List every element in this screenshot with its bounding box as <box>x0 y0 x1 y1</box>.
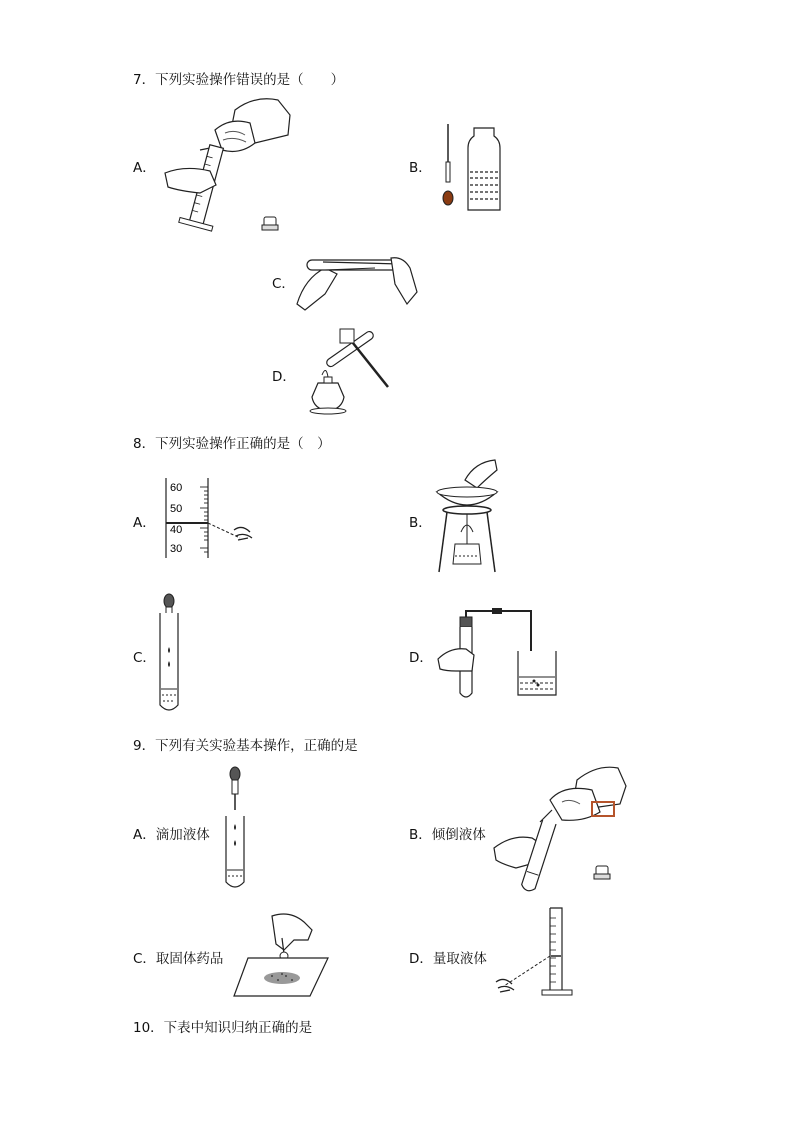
cylinder-tick-30: 30 <box>170 543 183 555</box>
dropper-into-test-tube-icon <box>158 593 183 719</box>
q8-option-a-label: A． <box>133 515 156 531</box>
q7-option-c-label: C． <box>272 276 295 292</box>
q7-stem: 7．下列实验操作错误的是（ ） <box>133 72 345 88</box>
pouring-into-cylinder-icon <box>160 95 300 244</box>
q9-option-c-label: C．取固体药品 <box>133 951 224 967</box>
q8-stem: 8．下列实验操作正确的是（ ） <box>133 436 331 452</box>
taking-solid-powder-icon <box>232 910 332 1004</box>
dropper-and-reagent-bottle-icon <box>438 122 508 216</box>
dropper-into-test-tube-icon-2 <box>224 766 249 896</box>
q7-option-a-label: A． <box>133 160 156 176</box>
heating-test-tube-holder-icon <box>295 244 420 316</box>
cylinder-tick-40: 40 <box>170 524 183 536</box>
q7-option-d-label: D． <box>272 369 296 385</box>
q9-option-d-label: D．量取液体 <box>409 951 487 967</box>
q10-stem: 10．下表中知识归纳正确的是 <box>133 1020 313 1036</box>
cylinder-tick-50: 50 <box>170 503 183 515</box>
q7-option-b-label: B． <box>409 160 432 176</box>
q8-option-b-label: B． <box>409 515 432 531</box>
evaporating-dish-on-tripod-icon <box>435 460 500 579</box>
q9-option-a-label: A．滴加液体 <box>133 827 210 843</box>
cylinder-tick-60: 60 <box>170 482 183 494</box>
heating-test-tube-over-lamp-icon <box>300 325 395 424</box>
q8-option-c-label: C． <box>133 650 156 666</box>
q8-option-d-label: D． <box>409 650 433 666</box>
airtightness-check-icon <box>436 607 561 706</box>
measuring-cylinder-reading-icon <box>490 906 580 1002</box>
pouring-into-test-tube-icon <box>492 760 632 899</box>
reading-cylinder-icon <box>160 478 270 564</box>
q9-stem: 9．下列有关实验基本操作，正确的是 <box>133 738 358 754</box>
q9-option-b-label: B．倾倒液体 <box>409 827 486 843</box>
